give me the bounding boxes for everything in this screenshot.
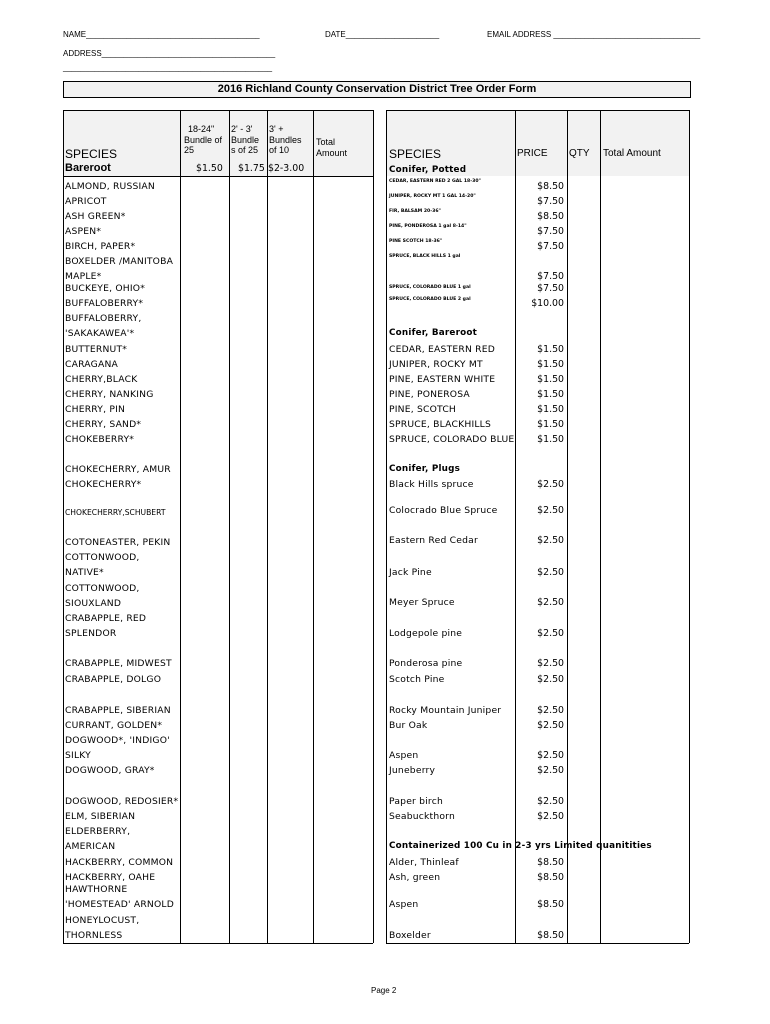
- price-value: $1.50: [537, 389, 564, 400]
- species-name: BUTTERNUT*: [65, 344, 128, 355]
- left-species-header: SPECIES: [65, 147, 118, 161]
- price-value: $1.50: [537, 359, 564, 370]
- species-name: COTONEASTER, PEKIN: [65, 537, 171, 548]
- col-total-header: Total Amount: [316, 137, 348, 158]
- price-value: $8.50: [537, 930, 564, 941]
- species-name: CHERRY,BLACK: [65, 374, 138, 385]
- species-name: 'HOMESTEAD' ARNOLD: [65, 899, 175, 910]
- species-name: MAPLE*: [65, 271, 102, 282]
- species-name: CEDAR, EASTERN RED: [389, 344, 496, 355]
- price-value: $1.50: [537, 374, 564, 385]
- species-name: PINE SCOTCH 18-36": [389, 239, 443, 244]
- species-name: ELDERBERRY,: [65, 826, 131, 837]
- species-name: CHERRY, SAND*: [65, 419, 142, 430]
- species-name: Bur Oak: [389, 720, 428, 731]
- species-name: CRABAPPLE, MIDWEST: [65, 658, 172, 669]
- price-value: $2.50: [537, 811, 564, 822]
- price-value: $7.50: [537, 271, 564, 282]
- species-name: NATIVE*: [65, 567, 104, 578]
- species-name: HACKBERRY, COMMON: [65, 857, 174, 868]
- species-name: Aspen: [389, 750, 419, 761]
- price-value: $2.50: [537, 567, 564, 578]
- species-name: BOXELDER /MANITOBA: [65, 256, 174, 267]
- species-name: Black Hills spruce: [389, 479, 474, 490]
- price-value: $7.50: [537, 241, 564, 252]
- species-name: CHERRY, PIN: [65, 404, 126, 415]
- species-name: BUFFALOBERRY*: [65, 298, 144, 309]
- species-name: CRABAPPLE, RED: [65, 613, 147, 624]
- price-value: $2.50: [537, 705, 564, 716]
- price-value: $2.50: [537, 674, 564, 685]
- species-name: BUFFALOBERRY,: [65, 313, 142, 324]
- species-name: SPLENDOR: [65, 628, 117, 639]
- species-name: CRABAPPLE, SIBERIAN: [65, 705, 171, 716]
- price-value: $2.50: [537, 720, 564, 731]
- price-value: $8.50: [537, 211, 564, 222]
- price-value: $2.50: [537, 505, 564, 516]
- species-name: Meyer Spruce: [389, 597, 455, 608]
- species-name: ALMOND, RUSSIAN: [65, 181, 155, 192]
- species-name: Eastern Red Cedar: [389, 535, 478, 546]
- price-value: $8.50: [537, 857, 564, 868]
- price-value: $1.50: [537, 404, 564, 415]
- section-header: Conifer, Potted: [389, 165, 467, 175]
- species-name: ELM, SIBERIAN: [65, 811, 136, 822]
- species-name: Alder, Thinleaf: [389, 857, 459, 868]
- species-name: CHOKECHERRY*: [65, 479, 142, 490]
- species-name: BUCKEYE, OHIO*: [65, 283, 146, 294]
- date-field[interactable]: DATE_____________________: [325, 30, 440, 39]
- price-value: $7.50: [537, 283, 564, 294]
- species-name: SPRUCE, COLORADO BLUE: [389, 434, 515, 445]
- price-value: $2.50: [537, 750, 564, 761]
- price-value: $7.50: [537, 196, 564, 207]
- price-value: $2.50: [537, 479, 564, 490]
- species-name: SPRUCE, BLACKHILLS: [389, 419, 492, 430]
- price-value: $2.50: [537, 535, 564, 546]
- col-2-3-header: 2' - 3' Bundle s of 25: [231, 124, 260, 155]
- price-value: $2.50: [537, 597, 564, 608]
- form-title: 2016 Richland County Conservation District Tree Order Form: [63, 81, 691, 98]
- species-name: Ponderosa pine: [389, 658, 463, 669]
- price-bundles-10: $2-3.00: [268, 163, 305, 174]
- species-name: Paper birch: [389, 796, 443, 807]
- species-name: SILKY: [65, 750, 91, 761]
- species-name: SIOUXLAND: [65, 598, 122, 609]
- species-name: Colocrado Blue Spruce: [389, 505, 498, 516]
- species-name: BIRCH, PAPER*: [65, 241, 136, 252]
- species-name: ASH GREEN*: [65, 211, 126, 222]
- species-name: Lodgepole pine: [389, 628, 463, 639]
- species-name: 'SAKAKAWEA'*: [65, 328, 135, 339]
- species-name: CRABAPPLE, DOLGO: [65, 674, 162, 685]
- species-name: CURRANT, GOLDEN*: [65, 720, 163, 731]
- species-name: HONEYLOCUST,: [65, 915, 140, 926]
- name-field[interactable]: NAME_______________________________________: [63, 30, 260, 39]
- species-name: Aspen: [389, 899, 419, 910]
- email-field[interactable]: EMAIL ADDRESS _________________________________: [487, 30, 701, 39]
- price-value: $1.50: [537, 434, 564, 445]
- price-bundle-25: $1.50: [196, 163, 223, 174]
- species-name: Juneberry: [389, 765, 436, 776]
- price-bundles-25: $1.75: [238, 163, 265, 174]
- species-name: DOGWOOD*, 'INDIGO': [65, 735, 170, 746]
- price-value: $7.50: [537, 226, 564, 237]
- species-name: PINE, PONDEROSA 1 gal 8-14": [389, 224, 467, 229]
- price-value: $8.50: [537, 899, 564, 910]
- species-name: DOGWOOD, GRAY*: [65, 765, 155, 776]
- price-value: $1.50: [537, 419, 564, 430]
- species-name: APRICOT: [65, 196, 107, 207]
- qty-header: QTY: [569, 148, 590, 159]
- species-name: HAWTHORNE: [65, 884, 128, 895]
- species-name: SPRUCE, BLACK HILLS 1 gal: [389, 254, 461, 259]
- price-value: $2.50: [537, 765, 564, 776]
- bareroot-section-header: Bareroot: [65, 162, 111, 174]
- species-name: SPRUCE, COLORADO BLUE 2 gal: [389, 297, 471, 302]
- price-value: $1.50: [537, 344, 564, 355]
- species-name: CEDAR, EASTERN RED 2 GAL 18-30": [389, 179, 481, 184]
- species-name: SPRUCE, COLORADO BLUE 1 gal: [389, 285, 471, 290]
- species-name: Seabuckthorn: [389, 811, 456, 822]
- address-field-line2[interactable]: _______________________________________________: [63, 63, 273, 72]
- species-name: CHERRY, NANKING: [65, 389, 154, 400]
- price-value: $10.00: [531, 298, 564, 309]
- species-name: CARAGANA: [65, 359, 118, 370]
- species-name: CHOKECHERRY, AMUR: [65, 464, 171, 475]
- species-name: CHOKECHERRY,SCHUBERT: [65, 508, 166, 517]
- page-number: Page 2: [371, 986, 397, 995]
- species-name: ASPEN*: [65, 226, 102, 237]
- species-name: Jack Pine: [389, 567, 432, 578]
- section-header: Conifer, Plugs: [389, 464, 461, 474]
- species-name: AMERICAN: [65, 841, 116, 852]
- species-name: JUNIPER, ROCKY MT: [389, 359, 483, 370]
- section-header: Containerized 100 Cu in 2-3 yrs Limited quanitities: [389, 841, 652, 851]
- species-name: DOGWOOD, REDOSIER*: [65, 796, 179, 807]
- species-name: CHOKEBERRY*: [65, 434, 135, 445]
- species-name: COTTONWOOD,: [65, 583, 140, 594]
- species-name: Rocky Mountain Juniper: [389, 705, 502, 716]
- price-value: $2.50: [537, 628, 564, 639]
- species-name: COTTONWOOD,: [65, 552, 140, 563]
- species-name: HACKBERRY, OAHE: [65, 872, 156, 883]
- species-name: PINE, PONEROSA: [389, 389, 470, 400]
- species-name: PINE, EASTERN WHITE: [389, 374, 496, 385]
- species-name: Ash, green: [389, 872, 441, 883]
- price-value: $8.50: [537, 872, 564, 883]
- species-name: FIR, BALSAM 20-36": [389, 209, 441, 214]
- species-name: Boxelder: [389, 930, 431, 941]
- col-18-24-header: 18-24" Bundle of 25: [184, 124, 223, 155]
- price-header: PRICE: [517, 148, 548, 159]
- col-3-plus-header: 3' + Bundles of 10: [269, 124, 302, 155]
- right-species-header: SPECIES: [389, 147, 442, 161]
- total-amount-header: Total Amount: [603, 148, 661, 159]
- species-name: THORNLESS: [65, 930, 123, 941]
- species-name: Scotch Pine: [389, 674, 445, 685]
- price-value: $8.50: [537, 181, 564, 192]
- section-header: Conifer, Bareroot: [389, 328, 477, 338]
- species-name: JUNIPER, ROCKY MT 1 GAL 14-20": [389, 194, 476, 199]
- species-name: PINE, SCOTCH: [389, 404, 457, 415]
- price-value: $2.50: [537, 796, 564, 807]
- address-field[interactable]: ADDRESS_______________________________________: [63, 49, 276, 58]
- price-value: $2.50: [537, 658, 564, 669]
